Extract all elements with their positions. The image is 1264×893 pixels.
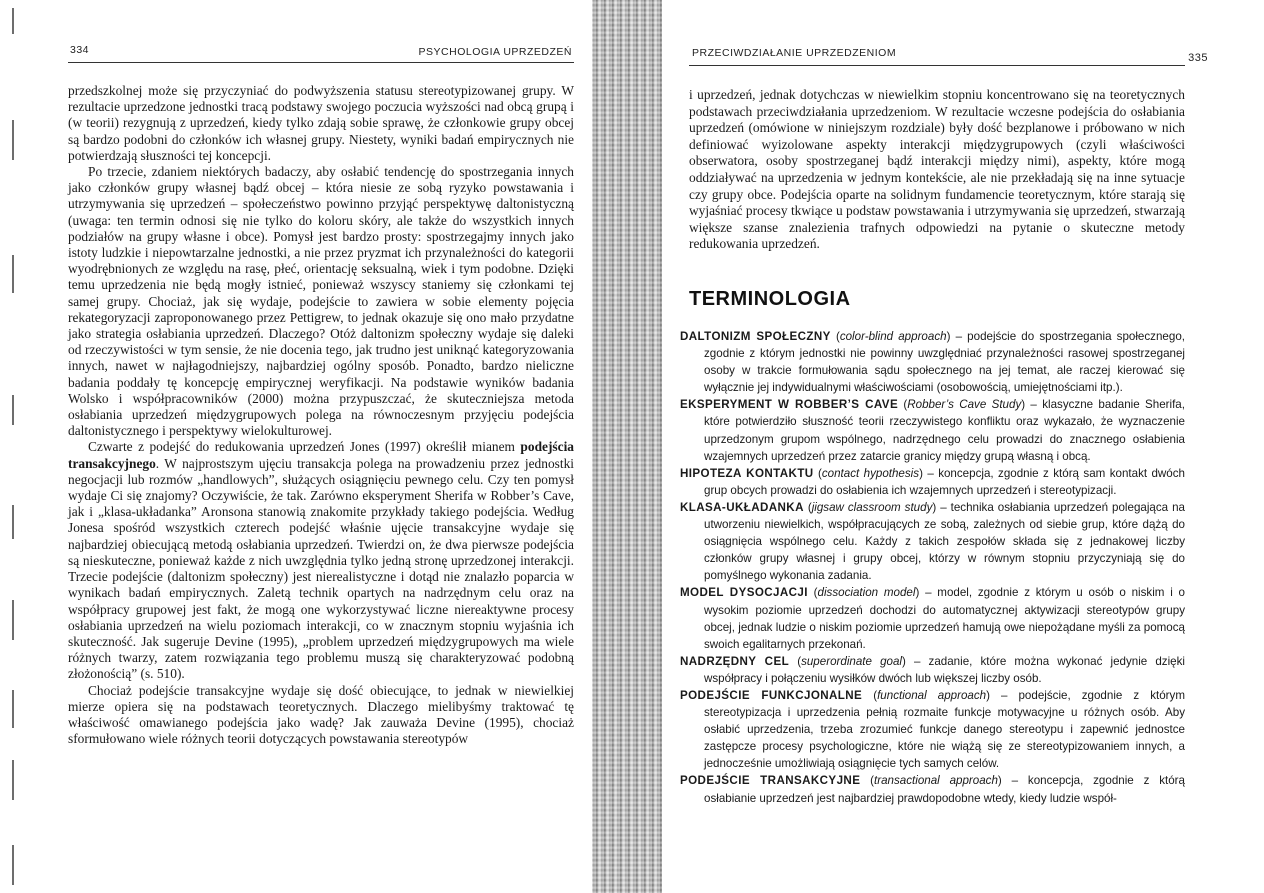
term-entry: DALTONIZM SPOŁECZNY (color-blind approach) – podejście do spostrzegania społecznego, zgodnie z którym jednostki nie powinny uwzględniać przynależności rasowej spostrzeganej osoby w trakcie formułowania sądu społecznego na jej temat, ale raczej kierować się wyłącznie jej indywidualnymi właściwościami (osobowością, umiejętnościami itp.).: [680, 330, 1185, 395]
term-name: KLASA-UKŁADANKA: [680, 500, 804, 514]
text-run: Po trzecie, zdaniem niektórych badaczy, aby osłabić tendencję do spostrzegania innych jako członków grupy własnej bądź obcej – która niesie ze sobą ryzyko powstawania i utrzymywania się uprzedzeń – społeczeństwo powinno przyjąć perspektywę daltonistyczną (uwaga: ten termin odnosi się nie tylko do koloru skóry, ale także do wszystkich innych podziałów na grupy własne i obce). Pomysł jest bardzo prosty: spostrzegajmy innych jako istoty ludzkie i niepowtarzalne jednostki, a nie przez pryzmat ich przynależności do kategorii wyodrębnionych ze względu na rasę, płeć, orientację seksualną, wiek i tym podobne. Dzięki temu uprzedzenia nie będą mogły istnieć, ponieważ wszyscy staniemy się członkami tej samej grupy. Chociaż, jak się wydaje, podejście to zawiera w sobie elementy pojęcia rekategoryzacji zaproponowanego przez Pettigrew, to jednak okazuje się ono mało przydatne jako strategia osłabiania uprzedzeń. Dlaczego? Otóż daltonizm społeczny wydaje się daleki od rzeczywistości w tym sensie, że nie docenia tego, jak trudno jest uniknąć kategoryzowania innych, nawet w najłagodniejszy, najbardziej ogólny sposób. Ponadto, bardzo nieliczne badania poddały tę koncepcję empirycznej weryfikacji. Na podstawie wyników badania Wolsko i współpracowników (2000) można przypuszczać, że skuteczniejsza metoda osłabiania uprzedzeń międzygrupowych polega na równoczesnym przyjęciu podejścia daltonistycznego i perspektywy wielokulturowej.: [68, 164, 574, 439]
left-body-text: [68, 83, 574, 747]
terminology-list: [680, 328, 1185, 807]
term-english: color-blind approach: [839, 330, 947, 343]
bold-term: podejścia transakcyjnego: [68, 439, 574, 471]
text-run: Czwarte z podejść do redukowania uprzedzeń Jones (1997) określił mianem: [88, 439, 521, 455]
term-english: functional approach: [877, 688, 987, 702]
term-entry: MODEL DYSOCJACJI (dissociation model) – model, zgodnie z którym u osób o niskim i o wysokim poziomie uprzedzeń dochodzi do automatycznej aktywizacji stereotypów grupy obcej, jednak ludzie o niskim poziomie uprzedzeń hamują owe niepożądane myśli za pomocą swoich egalitarnych przekonań.: [680, 586, 1185, 651]
term-definition: podejście, zgodnie z którym stereotypizacja i uprzedzenia pełnią rozmaite funkcje motywacyjne u różnych osób. Aby osłabić uprzedzenia, trzeba zrozumieć funkcje danego stereotypu i zapewnić jednostce zastępcze procesy psychologiczne, które nie wiążą się ze stereotypizowaniem innych, a jednocześnie umożliwiają osiągnięcie tych samych celów.: [704, 688, 1185, 771]
running-head: PSYCHOLOGIA UPRZEDZEŃ: [418, 46, 572, 58]
term-definition: zadanie, które można wykonać jedynie dzięki współpracy i połączeniu wysiłków dwóch lub większej liczby osób.: [704, 654, 1185, 685]
paragraph: [68, 83, 574, 164]
term-definition: model, zgodnie z którym u osób o niskim i o wysokim poziomie uprzedzeń dochodzi do automatycznej aktywizacji stereotypów grupy obcej, jednak ludzie o niskim poziomie uprzedzeń hamują owe niepożądane myśli za pomocą swoich egalitarnych przekonań.: [704, 586, 1185, 651]
term-entry: PODEJŚCIE FUNKCJONALNE (functional approach) – podejście, zgodnie z którym stereotypizacja i uprzedzenia pełnią rozmaite funkcje motywacyjne u różnych osób. Aby osłabić uprzedzenia, trzeba zrozumieć funkcje danego stereotypu i zapewnić jednostce zastępcze procesy psychologiczne, które nie wiążą się ze stereotypizowaniem innych, a jednocześnie umożliwiają osiągnięcie tych samych celów.: [680, 688, 1185, 771]
running-head: PRZECIWDZIAŁANIE UPRZEDZENIOM: [692, 47, 897, 59]
paragraph: [68, 683, 574, 748]
term-name: HIPOTEZA KONTAKTU: [680, 466, 814, 480]
section-title: TERMINOLOGIA: [689, 288, 851, 310]
paragraph: [68, 164, 574, 439]
term-name: EKSPERYMENT W ROBBER’S CAVE: [680, 398, 899, 412]
term-entry: PODEJŚCIE TRANSAKCYJNE (transactional approach) – koncepcja, zgodnie z którą osłabianie uprzedzeń jest najbardziej prawdopodobne wtedy, kiedy ludzie współ-: [680, 774, 1185, 805]
header-rule: [689, 65, 1185, 66]
header-rule: [68, 62, 574, 63]
term-name: DALTONIZM SPOŁECZNY: [680, 330, 831, 343]
right-body-text: [689, 87, 1185, 253]
page-number: 335: [1188, 52, 1208, 64]
text-run: przedszkolnej może się przyczyniać do podwyższenia statusu stereotypizowanej grupy. W rezultacie uprzedzone jednostki tracą podstawy swojego poczucia wyższości nad obcą grupą i (w teorii) rezygnują z uprzedzeń, kiedy tylko zdają sobie sprawę, że członkowie grupy obcej są bardzo podobni do członków ich własnej grupy. Niestety, wyniki badań empirycznych nie potwierdzają słuszności tej koncepcji.: [68, 83, 574, 163]
term-definition: koncepcja, zgodnie z którą sam kontakt dwóch grup obcych prowadzi do osłabienia ich wzajemnych uprzedzeń i stereotypizacji.: [704, 466, 1186, 497]
term-name: PODEJŚCIE FUNKCJONALNE: [680, 688, 863, 702]
term-definition: koncepcja, zgodnie z którą osłabianie uprzedzeń jest najbardziej prawdopodobne wtedy, kiedy ludzie współ-: [704, 774, 1185, 805]
text-run: Chociaż podejście transakcyjne wydaje się dość obiecujące, to jednak w niewielkiej mierze opiera się na podstawach teoretycznych. Dlaczego mielibyśmy traktować tę właściwość omawianego podejścia jako wadę? Jak zauważa Devine (1995), chociaż sformułowano wiele różnych teorii dotyczących powstawania stereotypów: [68, 682, 574, 747]
term-entry: EKSPERYMENT W ROBBER’S CAVE (Robber’s Cave Study) – klasyczne badanie Sherifa, które potwierdziło słuszność teorii rzeczywistego konfliktu oraz wykazało, że wyznaczenie uprzedzonym grupom wspólnego, nadrzędnego celu prowadzi do znacznego osłabienia wzajemnych uprzedzeń przez zatarcie granicy między grupą własną i obcą.: [680, 398, 1185, 463]
term-definition: klasyczne badanie Sherifa, które potwierdziło słuszność teorii rzeczywistego konfliktu oraz wykazało, że wyznaczenie uprzedzonym grupom wspólnego, nadrzędnego celu prowadzi do znacznego osłabienia wzajemnych uprzedzeń przez zatarcie granicy między grupą własną i obcą.: [704, 398, 1185, 463]
term-definition: podejście do spostrzegania społecznego, zgodnie z którym jednostki nie powinny uwzględniać przynależności rasowej spostrzeganej osoby w trakcie formułowania sądu społecznego na jej temat, ale raczej kierować się wyłącznie jej indywidualnymi właściwościami (osobowością, umiejętnościami itp.).: [704, 330, 1185, 395]
term-english: superordinate goal: [801, 654, 902, 668]
term-name: MODEL DYSOCJACJI: [680, 586, 808, 600]
term-entry: NADRZĘDNY CEL (superordinate goal) – zadanie, które można wykonać jedynie dzięki współpracy i połączeniu wysiłków dwóch lub większej liczby osób.: [680, 654, 1185, 685]
term-english: dissociation model: [817, 586, 916, 600]
page-edge-marks: [6, 0, 22, 893]
book-gutter: [592, 0, 662, 893]
text-run: . W najprostszym ujęciu transakcja polega na prowadzeniu przez jednostki negocjacji lub rozmów „handlowych”, służących osiągnięciu pewnego celu. Czy ten pomysł wydaje Ci się znajomy? Oczywiście, że tak. Zarówno eksperyment Sherifa w Robber’s Cave, jak i „klasa-układanka” Aronsona stanowią znakomite przykłady takiego podejścia. Według Jonesa spośród wszystkich czterech podejść właśnie ujęcie transakcyjne wydaje się najbardziej obiecującą metodą osłabiania uprzedzeń. Twierdzi on, że dwa pierwsze podejścia są nieskuteczne, ponieważ każde z nich uwzględnia tylko jedną stronę uprzedzonej interakcji. Trzecie podejście (daltonizm społeczny) jest nierealistyczne i dotąd nie znalazło poparcia w wynikach badań empirycznych. Zaletą technik opartych na nadrzędnym celu oraz na współpracy grupowej jest fakt, że mogą one wykorzystywać liczne niereaktywne procesy osłabiania uprzedzeń na wielu poziomach interakcji, co w znacznym stopniu wyjaśnia ich skuteczność. Jak sugeruje Devine (1995), „problem uprzedzeń międzygrupowych ma wiele różnych twarzy, zatem rozwiązania tego problemu muszą się charakteryzować podobną złożonością” (s. 510).: [68, 455, 574, 682]
term-definition: technika osłabiania uprzedzeń polegająca na utworzeniu niewielkich, współpracujących ze sobą, zależnych od siebie grup, które dążą do osiągnięcia wspólnego celu. Każdy z takich zespołów składa się z jednakowej liczby członków grupy własnej i grupy obcej, którzy w równym stopniu przyczyniają się do pomyślnego wykonania zadania.: [704, 500, 1185, 583]
term-english: transactional approach: [874, 774, 998, 788]
term-entry: HIPOTEZA KONTAKTU (contact hypothesis) – koncepcja, zgodnie z którą sam kontakt dwóch grup obcych prowadzi do osłabienia ich wzajemnych uprzedzeń i stereotypizacji.: [680, 466, 1186, 497]
left-page: [0, 0, 592, 893]
term-name: PODEJŚCIE TRANSAKCYJNE: [680, 774, 861, 788]
page-number: 334: [70, 44, 90, 56]
term-english: Robber’s Cave Study: [907, 398, 1022, 412]
right-page: [662, 0, 1264, 893]
term-entry: KLASA-UKŁADANKA (jigsaw classroom study) – technika osłabiania uprzedzeń polegająca na utworzeniu niewielkich, współpracujących ze sobą, zależnych od siebie grup, które dążą do osiągnięcia wspólnego celu. Każdy z takich zespołów składa się z jednakowej liczby członków grupy własnej i grupy obcej, którzy w równym stopniu przyczyniają się do pomyślnego wykonania zadania.: [680, 500, 1185, 583]
term-english: jigsaw classroom study: [811, 500, 933, 514]
term-name: NADRZĘDNY CEL: [680, 654, 790, 668]
intro-paragraph: i uprzedzeń, jednak dotychczas w niewielkim stopniu koncentrowano się na teoretycznych podstawach przeciwdziałania uprzedzeniom. W rezultacie wczesne podejścia do osłabiania uprzedzeń (omówione w niniejszym rozdziale) były dość bezplanowe i próbowano w nich definiować wyizolowane aspekty interakcji międzygrupowych (czyli właściwości obserwatora, osoby spostrzeganej bądź interakcji między nimi), aspekty, które mogą oddziaływać na uprzedzenia w jednym kontekście, ale nie przekładają się na inne sytuacje czy grupy obce. Podejścia oparte na solidnym fundamencie teoretycznym, które starają się wyjaśniać procesy tkwiące u podstaw powstawania i utrzymywania się uprzedzeń, stwarzają większe szanse znalezienia trafnych odpowiedzi na pytanie o skuteczne metody redukowania uprzedzeń.: [689, 87, 1185, 252]
paragraph: [68, 439, 574, 682]
term-english: contact hypothesis: [821, 466, 920, 480]
